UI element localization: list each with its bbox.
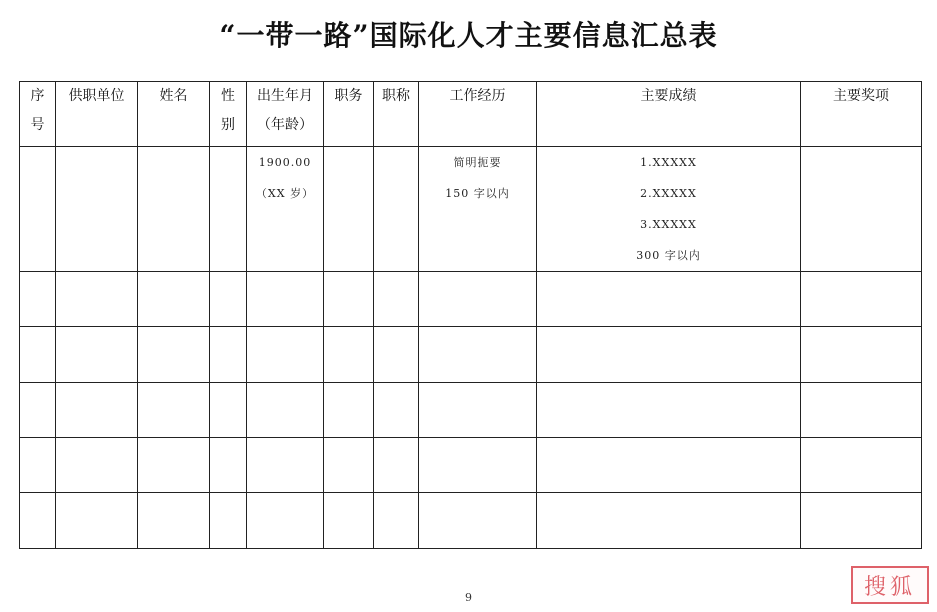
table-cell[interactable] [324,147,374,272]
table-cell[interactable] [801,383,922,438]
table-cell[interactable] [537,493,801,549]
table-cell[interactable] [210,272,247,327]
table-cell[interactable] [801,147,922,272]
table-cell[interactable] [324,438,374,493]
page-title: “一带一路”国际化人才主要信息汇总表 [219,19,718,52]
table-cell[interactable] [324,327,374,383]
table-cell[interactable] [210,327,247,383]
table-cell[interactable] [138,272,210,327]
table-cell[interactable] [210,147,247,272]
table-row [20,383,922,438]
table-cell[interactable] [537,272,801,327]
table-cell[interactable] [247,438,324,493]
table-cell[interactable] [247,493,324,549]
watermark-seal: 搜狐 [851,566,929,604]
table-cell[interactable] [56,327,138,383]
table-row [20,147,922,272]
table-cell[interactable] [801,493,922,549]
table-cell[interactable] [801,327,922,383]
table-cell[interactable] [419,272,537,327]
header-achievements: 主要成绩 [537,82,801,147]
table-cell[interactable] [138,438,210,493]
table-cell[interactable] [537,383,801,438]
header-gender: 性 别 [210,82,247,147]
table-cell[interactable] [56,438,138,493]
table-cell[interactable] [324,272,374,327]
table-row [20,327,922,383]
header-employer: 供职单位 [56,82,138,147]
table-cell[interactable] [374,438,419,493]
table-cell[interactable] [374,272,419,327]
table-cell[interactable] [419,493,537,549]
table-cell[interactable] [138,383,210,438]
table-cell[interactable] [324,383,374,438]
experience-cell[interactable]: 简明扼要 150 字以内 [419,147,537,272]
table-cell[interactable] [537,438,801,493]
table-cell[interactable] [419,327,537,383]
table-cell[interactable] [138,493,210,549]
table-cell[interactable] [247,327,324,383]
page-number: 9 [465,591,472,604]
table-row [20,493,922,549]
table-row [20,438,922,493]
table-cell[interactable] [374,327,419,383]
table-cell[interactable] [20,272,56,327]
table-cell[interactable] [374,383,419,438]
achievements-cell[interactable]: 1.XXXXX 2.XXXXX 3.XXXXX 300 字以内 [537,147,801,272]
table-cell[interactable] [210,493,247,549]
table-cell[interactable] [374,493,419,549]
header-position: 职务 [324,82,374,147]
summary-table [19,81,922,549]
table-cell[interactable] [56,147,138,272]
table-cell[interactable] [801,272,922,327]
table-cell[interactable] [56,272,138,327]
table-cell[interactable] [20,383,56,438]
table-cell[interactable] [20,438,56,493]
table-cell[interactable] [419,438,537,493]
table-cell[interactable] [247,272,324,327]
header-name: 姓名 [138,82,210,147]
table-cell[interactable] [247,383,324,438]
header-title: 职称 [374,82,419,147]
header-awards: 主要奖项 [801,82,922,147]
table-cell[interactable] [138,147,210,272]
table-cell[interactable] [20,493,56,549]
table-cell[interactable] [56,493,138,549]
table-cell[interactable] [56,383,138,438]
birth-cell[interactable]: 1900.00 （XX 岁） [247,147,324,272]
table-header-row [20,82,922,147]
header-index: 序 号 [20,82,56,147]
table-cell[interactable] [537,327,801,383]
table-cell[interactable] [801,438,922,493]
table-cell[interactable] [20,147,56,272]
header-birth: 出生年月 （年龄） [247,82,324,147]
table-cell[interactable] [20,327,56,383]
table-cell[interactable] [138,327,210,383]
table-cell[interactable] [374,147,419,272]
table-cell[interactable] [419,383,537,438]
header-experience: 工作经历 [419,82,537,147]
table-cell[interactable] [210,438,247,493]
table-cell[interactable] [210,383,247,438]
table-cell[interactable] [324,493,374,549]
table-row [20,272,922,327]
